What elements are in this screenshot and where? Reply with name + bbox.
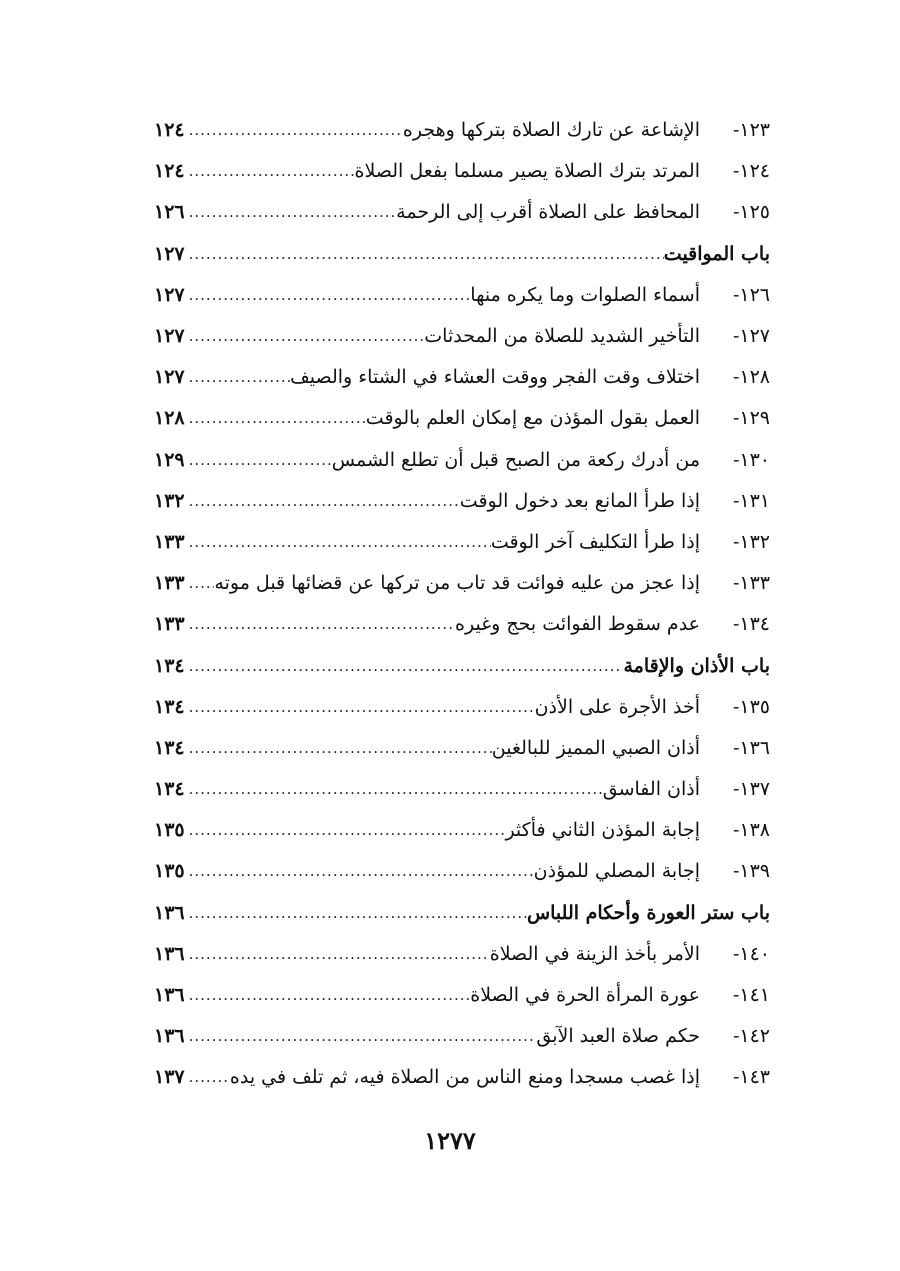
entry-number: ١٤٣- [732, 1066, 770, 1089]
toc-entry [150, 769, 770, 810]
entry-title: المرتد بترك الصلاة يصير مسلما بفعل الصلاة [354, 160, 700, 183]
toc-entry [150, 728, 770, 769]
dot-leader [185, 782, 603, 797]
toc-entry [150, 687, 770, 728]
toc-entry [150, 851, 770, 892]
entry-page: ١٢٧ [154, 325, 185, 348]
entry-title: الإشاعة عن تارك الصلاة بتركها وهجره [402, 119, 700, 142]
dot-leader [185, 247, 664, 262]
table-of-contents [150, 110, 770, 1099]
dot-leader [185, 494, 460, 509]
entry-number: ١٣٠- [732, 448, 770, 471]
entry-number: ١٤٢- [732, 1025, 770, 1048]
toc-entry [150, 1016, 770, 1057]
entry-title: إذا عجز من عليه فوائت قد تاب من تركها عن قضائها قبل موته [214, 572, 700, 595]
dot-leader [185, 947, 490, 962]
entry-page: ١٢٧ [154, 366, 185, 389]
entry-page: ١٣٦ [154, 942, 185, 965]
entry-title: إذا غصب مسجدا ومنع الناس من الصلاة فيه، ثم تلف في يده [229, 1066, 700, 1089]
toc-entry [150, 151, 770, 192]
entry-title: اختلاف وقت الفجر ووقت العشاء في الشتاء والصيف [290, 366, 700, 389]
entry-page: ١٢٧ [154, 283, 185, 306]
toc-entry [150, 192, 770, 233]
entry-title: أذان الفاسق [602, 778, 700, 801]
entry-title: الأمر بأخذ الزينة في الصلاة [489, 942, 700, 965]
dot-leader [185, 164, 355, 179]
dot-leader [185, 741, 492, 756]
dot-leader [185, 288, 471, 303]
entry-page: ١٣٤ [154, 695, 185, 718]
entry-title: المحافظ على الصلاة أقرب إلى الرحمة [396, 201, 700, 224]
entry-number: ١٤٠- [732, 942, 770, 965]
entry-title: أخذ الأجرة على الأذن [534, 695, 700, 718]
entry-number: ١٢٤- [732, 160, 770, 183]
dot-leader [185, 988, 471, 1003]
entry-page: ١٣٦ [154, 984, 185, 1007]
entry-page: ١٢٩ [154, 448, 185, 471]
entry-page: ١٢٦ [154, 201, 185, 224]
dot-leader [185, 205, 397, 220]
entry-title: إذا طرأ المانع بعد دخول الوقت [459, 489, 700, 512]
entry-page: ١٣٦ [154, 1025, 185, 1048]
chapter-title: باب الأذان والإقامة [623, 654, 770, 677]
entry-page: ١٢٧ [154, 242, 185, 265]
entry-number: ١٣٢- [732, 530, 770, 553]
dot-leader [185, 1070, 230, 1085]
toc-entry [150, 522, 770, 563]
dot-leader [185, 1029, 537, 1044]
entry-page: ١٢٤ [154, 119, 185, 142]
entry-title: التأخير الشديد للصلاة من المحدثات [424, 325, 700, 348]
entry-page: ١٢٤ [154, 160, 185, 183]
toc-chapter-heading [150, 893, 770, 934]
toc-entry [150, 275, 770, 316]
entry-number: ١٢٦- [732, 283, 770, 306]
entry-title: أسماء الصلوات وما يكره منها [470, 283, 700, 306]
entry-page: ١٣٣ [154, 530, 185, 553]
dot-leader [185, 864, 534, 879]
entry-number: ١٣٤- [732, 613, 770, 636]
entry-title: أذان الصبي المميز للبالغين [491, 736, 700, 759]
toc-entry [150, 1057, 770, 1098]
entry-number: ١٣٨- [732, 819, 770, 842]
page-number: ١٢٧٧ [424, 1126, 476, 1155]
entry-title: عورة المرأة الحرة في الصلاة [470, 984, 700, 1007]
chapter-title: باب ستر العورة وأحكام اللباس [526, 901, 770, 924]
dot-leader [185, 329, 425, 344]
entry-number: ١٣٩- [732, 860, 770, 883]
entry-page: ١٢٨ [154, 407, 185, 430]
dot-leader [185, 535, 491, 550]
dot-leader [185, 453, 332, 468]
dot-leader [185, 659, 624, 674]
entry-number: ١٢٥- [732, 201, 770, 224]
toc-entry [150, 563, 770, 604]
entry-page: ١٣٦ [154, 901, 185, 924]
dot-leader [185, 906, 527, 921]
entry-title: إجابة المصلي للمؤذن [533, 860, 700, 883]
toc-entry [150, 357, 770, 398]
toc-entry [150, 316, 770, 357]
entry-page: ١٣٥ [154, 860, 185, 883]
entry-number: ١٣٧- [732, 778, 770, 801]
entry-number: ١٣١- [732, 489, 770, 512]
chapter-title: باب المواقيت [663, 242, 770, 265]
entry-title: عدم سقوط الفوائت بحج وغيره [455, 613, 700, 636]
dot-leader [185, 370, 290, 385]
toc-chapter-heading [150, 645, 770, 686]
entry-number: ١٣٣- [732, 572, 770, 595]
toc-entry [150, 604, 770, 645]
entry-number: ١٣٥- [732, 695, 770, 718]
entry-number: ١٢٧- [732, 325, 770, 348]
toc-entry [150, 398, 770, 439]
entry-title: العمل بقول المؤذن مع إمكان العلم بالوقت [365, 407, 700, 430]
entry-page: ١٣٣ [154, 613, 185, 636]
entry-page: ١٣٢ [154, 489, 185, 512]
dot-leader [185, 123, 403, 138]
entry-page: ١٣٧ [154, 1066, 185, 1089]
entry-number: ١٤١- [732, 984, 770, 1007]
toc-entry [150, 110, 770, 151]
dot-leader [185, 576, 215, 591]
entry-number: ١٢٨- [732, 366, 770, 389]
entry-page: ١٣٥ [154, 819, 185, 842]
entry-page: ١٣٣ [154, 572, 185, 595]
entry-title: إذا طرأ التكليف آخر الوقت [490, 530, 700, 553]
dot-leader [185, 411, 366, 426]
entry-number: ١٢٩- [732, 407, 770, 430]
dot-leader [185, 700, 535, 715]
toc-entry [150, 810, 770, 851]
toc-entry [150, 975, 770, 1016]
toc-chapter-heading [150, 234, 770, 275]
entry-title: حكم صلاة العبد الآبق [536, 1025, 700, 1048]
entry-title: من أدرك ركعة من الصبح قبل أن تطلع الشمس [331, 448, 700, 471]
dot-leader [185, 617, 455, 632]
entry-title: إجابة المؤذن الثاني فأكثر [505, 819, 700, 842]
entry-page: ١٣٤ [154, 778, 185, 801]
toc-entry [150, 481, 770, 522]
entry-page: ١٣٤ [154, 654, 185, 677]
toc-entry [150, 440, 770, 481]
toc-entry [150, 934, 770, 975]
entry-number: ١٣٦- [732, 736, 770, 759]
dot-leader [185, 823, 506, 838]
entry-number: ١٢٣- [732, 119, 770, 142]
entry-page: ١٣٤ [154, 736, 185, 759]
